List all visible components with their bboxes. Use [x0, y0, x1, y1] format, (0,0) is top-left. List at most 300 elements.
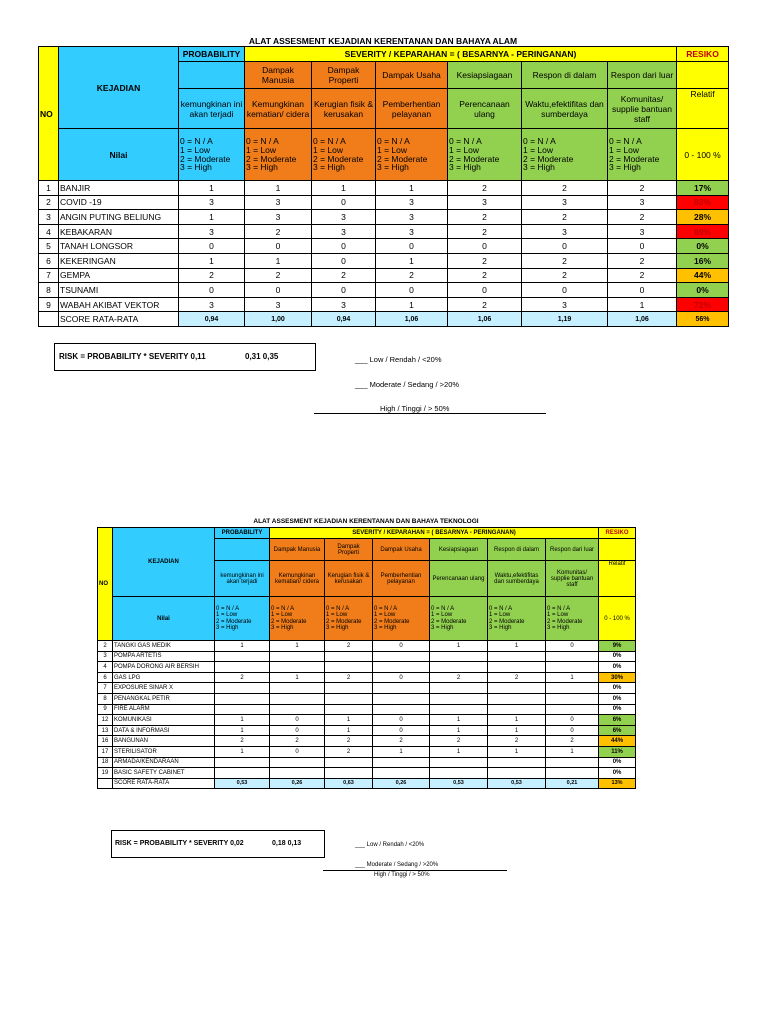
t1-score: 1,19 [522, 312, 608, 327]
row-score-cell [215, 704, 270, 715]
t2-level-low: ___ Low / Rendah / <20% [355, 842, 425, 848]
t1-sub-kematian: Kemungkinan kematian/ cidera [245, 89, 312, 129]
row-number: 18 [98, 757, 113, 768]
row-score-cell: 1 [215, 715, 270, 726]
t1-score: 1,06 [448, 312, 522, 327]
row-event-name: BANGUNAN [113, 736, 215, 747]
t2-score-risk: 13% [599, 778, 636, 788]
row-score-cell: 3 [522, 297, 608, 312]
table-row [39, 283, 729, 298]
row-score-cell: 1 [373, 746, 430, 757]
row-score-cell [373, 662, 430, 673]
row-score-cell: 3 [376, 224, 448, 239]
row-score-cell: 2 [325, 746, 373, 757]
row-score-cell [270, 704, 325, 715]
t2-sub-probability: kemungkinan ini akan terjadi [215, 561, 270, 597]
row-score-cell: 3 [448, 195, 522, 210]
t2-probability-header: PROBABILITY [215, 528, 270, 539]
row-number: 6 [98, 672, 113, 683]
row-score-cell: 0 [546, 725, 599, 736]
row-number: 7 [39, 268, 59, 283]
t1-risk-formula: RISK = PROBABILITY * SEVERITY 0,11 [59, 352, 206, 361]
row-event-name: GEMPA [59, 268, 179, 283]
row-score-cell: 2 [448, 210, 522, 225]
row-score-cell: 1 [488, 641, 546, 652]
row-score-cell: 1 [179, 253, 245, 268]
row-score-cell: 3 [245, 297, 312, 312]
row-score-cell: 0 [546, 641, 599, 652]
row-score-cell [215, 757, 270, 768]
table-row [98, 757, 636, 768]
t2-no-header: NO [98, 528, 113, 641]
row-score-cell: 1 [179, 210, 245, 225]
row-score-cell [546, 651, 599, 662]
row-score-cell: 2 [325, 672, 373, 683]
row-number: 4 [98, 662, 113, 673]
t2-range: 0 - 100 % [599, 597, 636, 641]
row-number: 8 [39, 283, 59, 298]
row-score-cell: 3 [608, 224, 677, 239]
row-score-cell: 2 [373, 736, 430, 747]
row-score-cell [488, 651, 546, 662]
t2-score: 0,21 [546, 778, 599, 788]
row-score-cell: 2 [522, 181, 608, 196]
row-score-cell: 3 [376, 210, 448, 225]
row-event-name: DATA & INFORMASI [113, 725, 215, 736]
table-row [98, 704, 636, 715]
row-score-cell: 1 [608, 297, 677, 312]
row-score-cell [430, 651, 488, 662]
t2-kejadian-header: KEJADIAN [113, 528, 215, 597]
row-score-cell [215, 683, 270, 694]
row-risk-percent: 72% [677, 297, 729, 312]
row-risk-percent: 44% [677, 268, 729, 283]
row-risk-percent: 0% [677, 239, 729, 254]
row-risk-percent: 6% [599, 715, 636, 726]
row-score-cell: 1 [270, 641, 325, 652]
t2-scale: 0 = N / A 1 = Low 2 = Moderate 3 = High [215, 597, 270, 641]
row-score-cell [488, 693, 546, 704]
row-score-cell: 2 [430, 736, 488, 747]
t1-sub-pemberhentian: Pemberhentian pelayanan [376, 89, 448, 129]
row-score-cell: 1 [312, 181, 376, 196]
table-row [98, 693, 636, 704]
row-score-cell: 3 [312, 210, 376, 225]
row-number: 3 [98, 651, 113, 662]
t1-score-label: SCORE RATA-RATA [59, 312, 179, 327]
row-number: 2 [39, 195, 59, 210]
table-row [98, 768, 636, 779]
row-score-cell: 3 [312, 224, 376, 239]
row-score-cell: 3 [522, 195, 608, 210]
t2-level-high: High / Tinggi / > 50% [374, 872, 430, 878]
table-row [39, 297, 729, 312]
row-score-cell [270, 693, 325, 704]
row-number: 19 [98, 768, 113, 779]
row-score-cell: 0 [312, 253, 376, 268]
row-score-cell [488, 683, 546, 694]
t2-score-label: SCORE RATA-RATA [113, 778, 215, 788]
t1-scale: 0 = N / A 1 = Low 2 = Moderate 3 = High [522, 129, 608, 181]
table1 [38, 46, 729, 327]
row-score-cell [430, 683, 488, 694]
row-score-cell: 0 [312, 239, 376, 254]
t2-scale: 0 = N / A 1 = Low 2 = Moderate 3 = High [270, 597, 325, 641]
t2-scale: 0 = N / A 1 = Low 2 = Moderate 3 = High [325, 597, 373, 641]
row-score-cell: 3 [179, 297, 245, 312]
row-score-cell [546, 704, 599, 715]
row-score-cell: 0 [373, 725, 430, 736]
row-score-cell: 0 [376, 283, 448, 298]
row-score-cell: 0 [270, 725, 325, 736]
t2-severity-header: SEVERITY / KEPARAHAN = ( BESARNYA - PERINGANAN) [270, 528, 599, 539]
row-score-cell: 0 [522, 239, 608, 254]
row-score-cell: 0 [179, 283, 245, 298]
row-score-cell [488, 662, 546, 673]
table-row [98, 715, 636, 726]
t2-level-moderate: ___ Moderate / Sedang / >20% [355, 862, 439, 868]
row-event-name: BASIC SAFETY CABINET [113, 768, 215, 779]
row-score-cell: 0 [608, 239, 677, 254]
row-risk-percent: 0% [599, 693, 636, 704]
t1-sub-perencanaan: Perencanaan ulang [448, 89, 522, 129]
row-score-cell: 1 [325, 715, 373, 726]
t2-sub-kematian: Kemungkinan kematian/ cidera [270, 561, 325, 597]
row-score-cell: 0 [522, 283, 608, 298]
row-risk-percent: 0% [599, 651, 636, 662]
t1-range: 0 - 100 % [677, 129, 729, 181]
row-number: 7 [98, 683, 113, 694]
t1-cat-respon-luar: Respon dari luar [608, 62, 677, 89]
t1-score: 1,00 [245, 312, 312, 327]
t2-cat-respon-dalam: Respon di dalam [488, 539, 546, 561]
table-row [98, 662, 636, 673]
row-score-cell: 0 [376, 239, 448, 254]
t2-resiko-header: RESIKO [599, 528, 636, 539]
row-event-name: POMPA ARTETIS [113, 651, 215, 662]
row-risk-percent: 17% [677, 181, 729, 196]
row-score-cell: 2 [546, 736, 599, 747]
row-score-cell: 3 [179, 224, 245, 239]
row-score-cell: 2 [522, 210, 608, 225]
t2-risk-box [111, 830, 325, 858]
row-score-cell: 0 [448, 283, 522, 298]
table2 [97, 527, 636, 789]
row-score-cell [488, 768, 546, 779]
row-score-cell: 2 [312, 268, 376, 283]
t1-scale: 0 = N / A 1 = Low 2 = Moderate 3 = High [608, 129, 677, 181]
table-row [98, 683, 636, 694]
row-score-cell [270, 768, 325, 779]
row-score-cell: 1 [376, 253, 448, 268]
t2-score: 0,53 [215, 778, 270, 788]
row-number: 8 [98, 693, 113, 704]
t1-cat-dampak-manusia: Dampak Manusia [245, 62, 312, 89]
t2-sub-pemberhentian: Pemberhentian pelayanan [373, 561, 430, 597]
row-score-cell: 0 [608, 283, 677, 298]
row-score-cell: 2 [448, 268, 522, 283]
t1-sub-kerugian: Kerugian fisik & kerusakan [312, 89, 376, 129]
row-score-cell: 2 [448, 181, 522, 196]
row-event-name: FIRE ALARM [113, 704, 215, 715]
row-score-cell [430, 768, 488, 779]
t2-risk-values: 0,18 0,13 [272, 840, 302, 847]
row-score-cell [430, 693, 488, 704]
t2-sub-perencanaan: Perencanaan ulang [430, 561, 488, 597]
row-event-name: COVID -19 [59, 195, 179, 210]
row-score-cell: 3 [245, 195, 312, 210]
row-score-cell: 1 [430, 725, 488, 736]
row-score-cell: 2 [245, 268, 312, 283]
row-score-cell [373, 757, 430, 768]
row-event-name: KOMUNIKASI [113, 715, 215, 726]
row-event-name: GAS LPG [113, 672, 215, 683]
t1-score: 0,94 [179, 312, 245, 327]
row-risk-percent: 30% [599, 672, 636, 683]
row-score-cell: 0 [312, 283, 376, 298]
row-score-cell [430, 662, 488, 673]
t2-cat-kesiapsiagaan: Kesiapsiagaan [430, 539, 488, 561]
row-score-cell: 1 [488, 746, 546, 757]
row-risk-percent: 83% [677, 195, 729, 210]
row-score-cell [546, 683, 599, 694]
row-score-cell [215, 662, 270, 673]
row-score-cell [373, 651, 430, 662]
row-score-cell [546, 662, 599, 673]
t2-sub-kerugian: Kerugian fisik & kerusakan [325, 561, 373, 597]
row-score-cell: 3 [245, 210, 312, 225]
row-risk-percent: 6% [599, 725, 636, 736]
row-score-cell: 1 [430, 715, 488, 726]
table2-title: ALAT ASSESMENT KEJADIAN KERENTANAN DAN BAHAYA TEKNOLOGI [253, 518, 479, 525]
table-row [39, 253, 729, 268]
row-score-cell [215, 768, 270, 779]
row-score-cell: 0 [312, 195, 376, 210]
t1-divider [314, 413, 546, 414]
t1-scale: 0 = N / A 1 = Low 2 = Moderate 3 = High [312, 129, 376, 181]
row-score-cell: 0 [448, 239, 522, 254]
table-row [98, 746, 636, 757]
t2-cat-dampak-usaha: Dampak Usaha [373, 539, 430, 561]
t2-score: 0,63 [325, 778, 373, 788]
t1-level-moderate: ___ Moderate / Sedang / >20% [355, 380, 460, 389]
t2-cat-dampak-properti: Dampak Properti [325, 539, 373, 561]
row-score-cell: 3 [376, 195, 448, 210]
row-score-cell: 1 [245, 253, 312, 268]
row-score-cell: 0 [179, 239, 245, 254]
row-score-cell: 0 [546, 715, 599, 726]
t2-scale: 0 = N / A 1 = Low 2 = Moderate 3 = High [373, 597, 430, 641]
row-score-cell: 1 [488, 715, 546, 726]
row-score-cell: 0 [373, 715, 430, 726]
row-risk-percent: 89% [677, 224, 729, 239]
t1-scale: 0 = N / A 1 = Low 2 = Moderate 3 = High [179, 129, 245, 181]
row-score-cell: 1 [430, 746, 488, 757]
row-score-cell [430, 757, 488, 768]
row-score-cell: 2 [448, 297, 522, 312]
table-row [39, 181, 729, 196]
row-event-name: TSUNAMI [59, 283, 179, 298]
t1-scale: 0 = N / A 1 = Low 2 = Moderate 3 = High [376, 129, 448, 181]
row-risk-percent: 9% [599, 641, 636, 652]
row-score-cell: 3 [522, 224, 608, 239]
row-event-name: BANJIR [59, 181, 179, 196]
row-score-cell [325, 693, 373, 704]
t1-scale: 0 = N / A 1 = Low 2 = Moderate 3 = High [448, 129, 522, 181]
t1-score: 0,94 [312, 312, 376, 327]
table-row [39, 268, 729, 283]
table-row [98, 651, 636, 662]
row-score-cell: 0 [270, 746, 325, 757]
t2-sub-relatif: Relatif [599, 561, 636, 597]
row-score-cell: 0 [245, 239, 312, 254]
row-score-cell [546, 757, 599, 768]
row-score-cell: 2 [608, 210, 677, 225]
row-score-cell: 2 [270, 736, 325, 747]
t2-score: 0,53 [430, 778, 488, 788]
row-risk-percent: 0% [677, 283, 729, 298]
table-row [39, 224, 729, 239]
t2-scale: 0 = N / A 1 = Low 2 = Moderate 3 = High [488, 597, 546, 641]
t1-probability-header: PROBABILITY [179, 47, 245, 62]
t1-sub-komunitas: Komunitas/ supplie bantuan staff [608, 89, 677, 129]
row-number: 3 [39, 210, 59, 225]
t1-severity-header: SEVERITY / KEPARAHAN = ( BESARNYA - PERINGANAN) [245, 47, 677, 62]
t1-kejadian-header: KEJADIAN [59, 47, 179, 129]
row-score-cell: 3 [312, 297, 376, 312]
row-score-cell [325, 704, 373, 715]
row-score-cell: 2 [215, 736, 270, 747]
row-score-cell: 2 [608, 268, 677, 283]
row-event-name: ANGIN PUTING BELIUNG [59, 210, 179, 225]
row-score-cell: 2 [245, 224, 312, 239]
row-event-name: PENANGKAL PETIR [113, 693, 215, 704]
row-number: 1 [39, 181, 59, 196]
t2-scale: 0 = N / A 1 = Low 2 = Moderate 3 = High [430, 597, 488, 641]
t1-score-risk: 56% [677, 312, 729, 327]
row-score-cell: 2 [179, 268, 245, 283]
row-number: 12 [98, 715, 113, 726]
row-risk-percent: 0% [599, 704, 636, 715]
row-score-cell [325, 662, 373, 673]
row-score-cell [270, 662, 325, 673]
row-event-name: ARMADA/KENDARAAN [113, 757, 215, 768]
t2-score: 0,53 [488, 778, 546, 788]
table-row [98, 641, 636, 652]
row-score-cell: 1 [376, 297, 448, 312]
row-score-cell: 1 [215, 725, 270, 736]
row-number: 9 [98, 704, 113, 715]
row-event-name: POMPA DORONG AIR BERSIH [113, 662, 215, 673]
t1-score: 1,06 [376, 312, 448, 327]
t2-sub-waktu: Waktu,efektifitas dan sumberdaya [488, 561, 546, 597]
t1-cat-dampak-usaha: Dampak Usaha [376, 62, 448, 89]
row-score-cell [488, 704, 546, 715]
row-event-name: KEBAKARAN [59, 224, 179, 239]
row-score-cell [325, 768, 373, 779]
t1-sub-relatif: Relatif [677, 89, 729, 129]
t1-risk-box [54, 343, 316, 371]
row-score-cell [325, 651, 373, 662]
t2-cat-respon-luar: Respon dari luar [546, 539, 599, 561]
row-score-cell: 2 [325, 641, 373, 652]
row-score-cell: 0 [270, 715, 325, 726]
row-score-cell: 3 [608, 195, 677, 210]
row-score-cell: 2 [376, 268, 448, 283]
t2-divider [323, 870, 507, 871]
t2-sub-komunitas: Komunitas/ supplie bantuan staff [546, 561, 599, 597]
row-score-cell: 0 [373, 641, 430, 652]
row-score-cell [325, 683, 373, 694]
row-score-cell: 1 [488, 725, 546, 736]
t1-scale: 0 = N / A 1 = Low 2 = Moderate 3 = High [245, 129, 312, 181]
table-row [98, 725, 636, 736]
row-score-cell: 2 [430, 672, 488, 683]
t1-sub-probability: kemungkinan ini akan terjadi [179, 89, 245, 129]
row-score-cell: 1 [546, 672, 599, 683]
row-score-cell [430, 704, 488, 715]
row-number: 2 [98, 641, 113, 652]
row-score-cell: 1 [546, 746, 599, 757]
t2-nilai-label: Nilai [113, 597, 215, 641]
t1-sub-waktu: Waktu,efektifitas dan sumberdaya [522, 89, 608, 129]
row-score-cell: 2 [325, 736, 373, 747]
row-number: 16 [98, 736, 113, 747]
row-number: 13 [98, 725, 113, 736]
row-score-cell: 1 [430, 641, 488, 652]
table-row [39, 239, 729, 254]
t1-risk-values: 0,31 0,35 [245, 352, 279, 361]
row-score-cell: 2 [448, 224, 522, 239]
t1-nilai-label: Nilai [59, 129, 179, 181]
row-number: 17 [98, 746, 113, 757]
row-event-name: TANGKI GAS MEDIK [113, 641, 215, 652]
row-score-cell: 3 [179, 195, 245, 210]
row-event-name: STERILISATOR [113, 746, 215, 757]
t2-scale: 0 = N / A 1 = Low 2 = Moderate 3 = High [546, 597, 599, 641]
t2-score: 0,26 [373, 778, 430, 788]
row-event-name: WABAH AKIBAT VEKTOR [59, 297, 179, 312]
row-event-name: EXPOSURE SINAR X [113, 683, 215, 694]
row-score-cell [270, 683, 325, 694]
table1-title: ALAT ASSESMENT KEJADIAN KERENTANAN DAN BAHAYA ALAM [248, 36, 518, 46]
row-risk-percent: 0% [599, 757, 636, 768]
row-risk-percent: 28% [677, 210, 729, 225]
row-score-cell: 2 [215, 672, 270, 683]
row-event-name: TANAH LONGSOR [59, 239, 179, 254]
row-score-cell: 0 [245, 283, 312, 298]
row-score-cell: 1 [325, 725, 373, 736]
row-number: 9 [39, 297, 59, 312]
row-score-cell: 1 [215, 641, 270, 652]
t1-no-header: NO [39, 47, 59, 181]
row-score-cell: 1 [245, 181, 312, 196]
row-risk-percent: 0% [599, 683, 636, 694]
row-score-cell: 2 [488, 736, 546, 747]
row-number: 4 [39, 224, 59, 239]
row-score-cell [215, 693, 270, 704]
row-score-cell [215, 651, 270, 662]
t1-score: 1,06 [608, 312, 677, 327]
row-score-cell [325, 757, 373, 768]
row-score-cell: 2 [448, 253, 522, 268]
row-score-cell: 2 [488, 672, 546, 683]
table-row [98, 672, 636, 683]
row-score-cell: 1 [179, 181, 245, 196]
row-score-cell: 2 [608, 181, 677, 196]
row-score-cell: 0 [373, 672, 430, 683]
t1-resiko-header: RESIKO [677, 47, 729, 62]
